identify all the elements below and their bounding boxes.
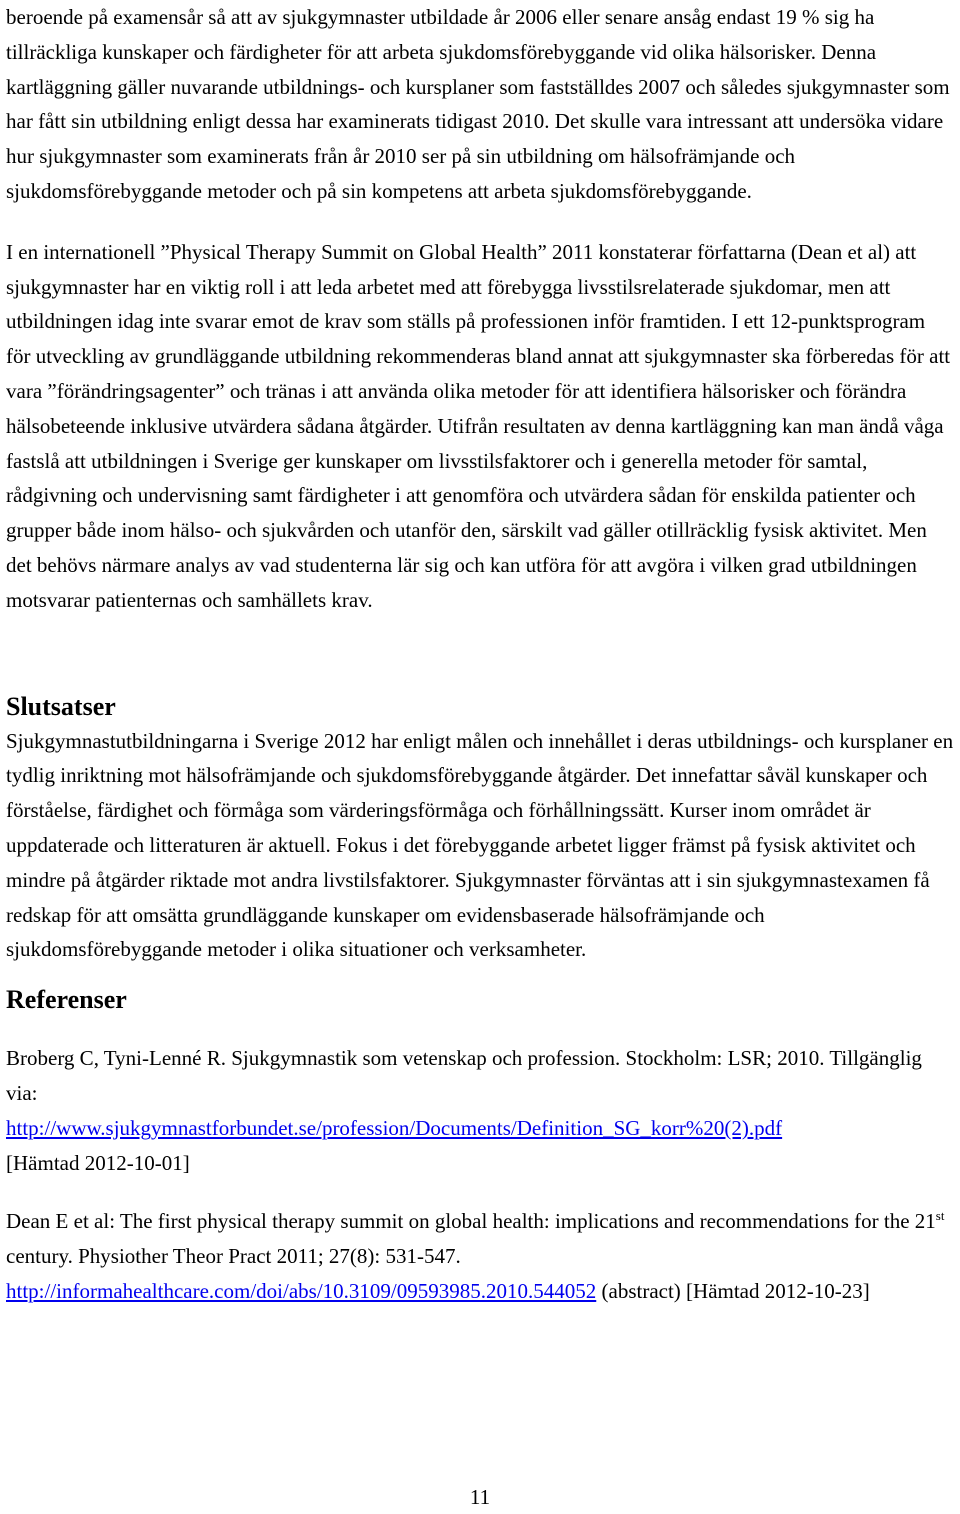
body-paragraph: beroende på examensår så att av sjukgymnaster utbildade år 2006 eller senare ansåg endast 19 % sig ha tillräckliga kunskaper och färdigheter för att arbeta sjukdomsförebyggande vid olika hälsorisker. Denna kartläggning gäller nuvarande utbildnings- och kursplaner som fastställdes 2007 och således sjukgymnaster som har fått sin utbildning enligt dessa har examinerats tidigast 2010. Det skulle vara intressant att undersöka vidare hur sjukgymnaster som examinerats från år 2010 ser på sin utbildning om hälsofrämjande och sjukdomsförebyggande metoder och på sin kompetens att arbeta sjukdomsförebyggande.	[6, 5, 950, 203]
reference-retrieved: [Hämtad 2012-10-01]	[6, 1150, 190, 1175]
reference-text-cont: century. Physiother Theor Pract 2011; 27(8): 531-547.	[6, 1244, 461, 1269]
section-heading-references: Referenser	[6, 985, 127, 1015]
section-heading-conclusions: Slutsatser	[6, 691, 116, 721]
document-page	[6, 0, 954, 1309]
superscript: st	[935, 1208, 945, 1224]
reference-link[interactable]: http://www.sjukgymnastforbundet.se/profession/Documents/Definition_SG_korr%20(2).pdf	[6, 1115, 783, 1140]
reference-note: (abstract) [Hämtad 2012-10-23]	[596, 1278, 870, 1303]
body-paragraph: I en internationell ”Physical Therapy Summit on Global Health” 2011 konstaterar författarna (Dean et al) att sjukgymnaster har en viktig roll i att leda arbetet med att förebygga livsstilsrelaterade sjukdomar, men att utbildningen idag inte svarar emot de krav som ställs på professionen inför framtiden. I ett 12-punktsprogram för utveckling av grundläggande utbildning rekommenderas bland annat att sjukgymnaster ska förberedas för att vara ”förändringsagenter” och tränas i att använda olika metoder för att identifiera hälsorisker och förändra hälsobeteende inklusive utvärdera sådana åtgärder. Utifrån resultaten av denna kartläggning kan man ändå våga fastslå att utbildningen i Sverige ger kunskaper om livsstilsfaktorer och i generella metoder för samtal, rådgivning och undervisning samt färdigheter i att genomföra och utvärdera sådan för enskilda patienter och grupper både inom hälso- och sjukvården och utanför den, särskilt vad gäller otillräcklig fysisk aktivitet. Men det behövs närmare analys av vad studenterna lär sig och kan utföra för att avgöra i vilken grad utbildningen motsvarar patienternas och samhällets krav.	[6, 239, 951, 612]
reference-text: Dean E et al: The first physical therapy summit on global health: implications and recommendations for the 21	[6, 1209, 936, 1234]
reference-item	[6, 1204, 954, 1308]
reference-text: Broberg C, Tyni-Lenné R. Sjukgymnastik som vetenskap och profession. Stockholm: LSR; 2010. Tillgänglig via:	[6, 1046, 922, 1105]
reference-item	[6, 1041, 954, 1180]
page-number: 11	[469, 1485, 491, 1509]
conclusions-paragraph: Sjukgymnastutbildningarna i Sverige 2012 har enligt målen och innehållet i deras utbildnings- och kursplaner en tydlig inriktning mot hälsofrämjande och sjukdomsförebyggande åtgärder. Det innefattar såväl kunskaper och förståelse, färdighet och förmåga som värderingsförmåga och förhållningssätt. Kurser inom området är uppdaterade och litteraturen är aktuell. Fokus i det förebyggande arbetet ligger främst på fysisk aktivitet och mindre på åtgärder riktade mot andra livstilsfaktorer. Sjukgymnaster förväntas att i sin sjukgymnastexamen få redskap för att omsätta grundläggande kunskaper om evidensbaserade hälsofrämjande och sjukdomsförebyggande metoder i olika situationer och verksamheter.	[6, 728, 954, 962]
reference-link[interactable]: http://informahealthcare.com/doi/abs/10.3109/09593985.2010.544052	[6, 1278, 597, 1303]
